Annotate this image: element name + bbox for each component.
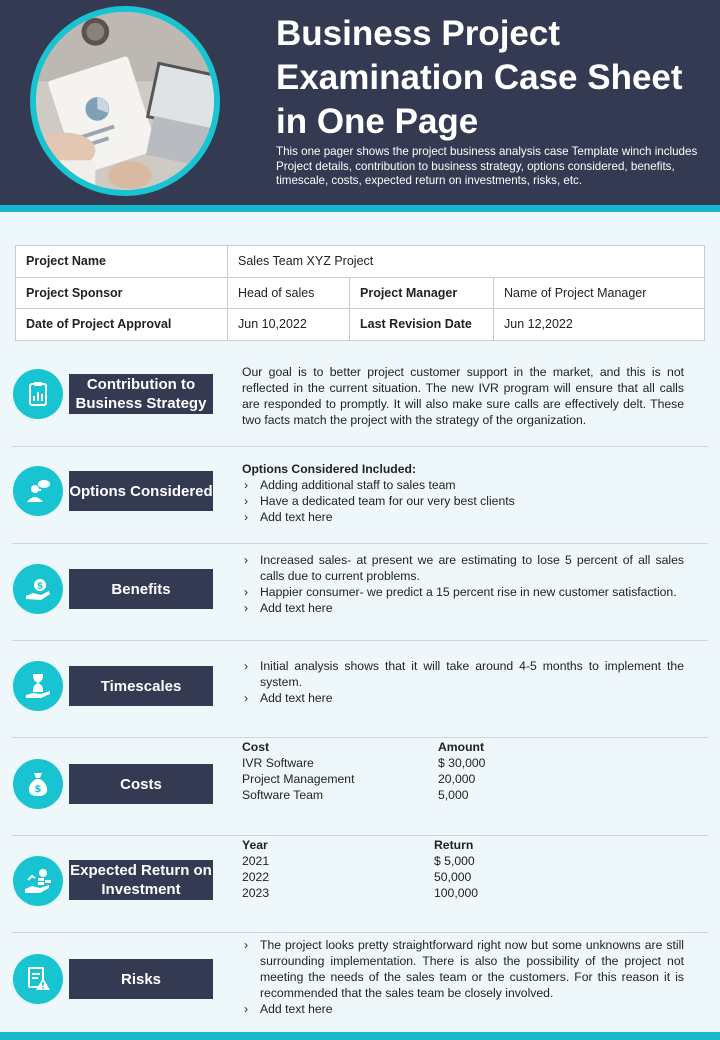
header-photo — [30, 6, 220, 196]
list-item: › Add text here — [242, 1001, 684, 1017]
table-row — [16, 309, 705, 341]
svg-text:$: $ — [34, 784, 42, 795]
header-accent-bar — [0, 205, 720, 212]
costs-content — [242, 739, 684, 803]
roi-cell: 2022 — [242, 870, 270, 884]
list-item: › Add text here — [242, 690, 684, 706]
business-meeting-image — [36, 12, 214, 190]
benefits-content — [242, 552, 684, 616]
hourglass-hand-icon — [13, 661, 63, 711]
contribution-content — [242, 364, 684, 428]
page-subtitle: This one pager shows the project business analysis case Template winch includes Project details, contribution to business strategy, options considered, benefits, timescale, costs, expected return on investments, risks, etc. — [276, 145, 698, 187]
roi-cell: 2021 — [242, 854, 270, 868]
section-divider — [12, 640, 708, 641]
sponsor-label: Project Sponsor — [16, 277, 228, 309]
project-info-table — [15, 245, 705, 341]
roi-label: Expected Return on Investment — [70, 862, 212, 898]
options-label: Options Considered — [69, 471, 213, 511]
risk-document-icon — [13, 954, 63, 1004]
costs-col2-header: Amount — [438, 740, 485, 754]
header-banner — [0, 0, 720, 205]
section-divider — [12, 932, 708, 933]
costs-table — [242, 739, 684, 803]
timescales-label: Timescales — [69, 666, 213, 706]
project-name-value: Sales Team XYZ Project — [228, 246, 705, 278]
benefits-label: Benefits — [69, 569, 213, 609]
risks-list — [242, 937, 684, 1017]
roi-col2-header: Return — [434, 838, 474, 852]
risks-label: Risks — [69, 959, 213, 999]
options-heading: Options Considered Included: — [242, 462, 417, 476]
benefits-list — [242, 552, 684, 616]
sponsor-value: Head of sales — [228, 277, 350, 309]
list-item: › Initial analysis shows that it will take around 4-5 months to implement the system. — [242, 658, 684, 690]
costs-cell: Software Team — [242, 788, 324, 802]
footer-accent-bar — [0, 1032, 720, 1040]
money-hand-icon — [13, 564, 63, 614]
investment-growth-icon — [13, 856, 63, 906]
costs-cell: Project Management — [242, 772, 355, 786]
page-title: Business Project Examination Case Sheet in One Page — [276, 14, 683, 141]
costs-label: Costs — [69, 764, 213, 804]
roi-cell: 2023 — [242, 886, 270, 900]
contribution-label: Contribution to Business Strategy — [69, 374, 213, 414]
section-divider — [12, 737, 708, 738]
contribution-text: Our goal is to better project customer support in the market, and this is not reflected in the current situation. The new IVR program will ensure that all calls are responded to promptly. It will also make sure calls are effectively delt. These two facts match the project with the strategy of the organization. — [242, 365, 684, 427]
svg-text:$: $ — [36, 581, 44, 592]
roi-cell: 100,000 — [434, 886, 479, 900]
options-list — [242, 477, 684, 525]
roi-cell: $ 5,000 — [434, 854, 475, 868]
section-divider — [12, 543, 708, 544]
table-row — [16, 246, 705, 278]
list-item: › Have a dedicated team for our very best clients — [242, 493, 684, 509]
risks-content — [242, 937, 684, 1017]
revision-value: Jun 12,2022 — [494, 309, 705, 341]
roi-cell: 50,000 — [434, 870, 472, 884]
section-divider — [12, 835, 708, 836]
money-bag-icon — [13, 759, 63, 809]
clipboard-chart-icon — [13, 369, 63, 419]
costs-cell: 20,000 — [438, 772, 476, 786]
manager-label: Project Manager — [350, 277, 494, 309]
person-thinking-icon — [13, 466, 63, 516]
costs-cell: 5,000 — [438, 788, 469, 802]
costs-cell: $ 30,000 — [438, 756, 486, 770]
costs-col1-header: Cost — [242, 740, 270, 754]
approval-label: Date of Project Approval — [16, 309, 228, 341]
table-row — [16, 277, 705, 309]
section-divider — [12, 446, 708, 447]
list-item: › Increased sales- at present we are estimating to lose 5 percent of all sales calls due to current problems. — [242, 552, 684, 584]
list-item: › The project looks pretty straightforward right now but some unknowns are still surrounding implementation. There is also the possibility of the project not meeting the needs of the sales team or the customers. For this reason it is recommended that the sales team be closely involved. — [242, 937, 684, 1001]
project-name-label: Project Name — [16, 246, 228, 278]
timescales-content — [242, 658, 684, 706]
approval-value: Jun 10,2022 — [228, 309, 350, 341]
roi-col1-header: Year — [242, 838, 268, 852]
options-content — [242, 461, 684, 525]
revision-label: Last Revision Date — [350, 309, 494, 341]
roi-content — [242, 837, 684, 901]
list-item: › Happier consumer- we predict a 15 percent rise in new customer satisfaction. — [242, 584, 684, 600]
timescales-list — [242, 658, 684, 706]
costs-cell: IVR Software — [242, 756, 314, 770]
list-item: › Add text here — [242, 600, 684, 616]
manager-value: Name of Project Manager — [494, 277, 705, 309]
roi-table — [242, 837, 684, 901]
list-item: › Add text here — [242, 509, 684, 525]
list-item: › Adding additional staff to sales team — [242, 477, 684, 493]
